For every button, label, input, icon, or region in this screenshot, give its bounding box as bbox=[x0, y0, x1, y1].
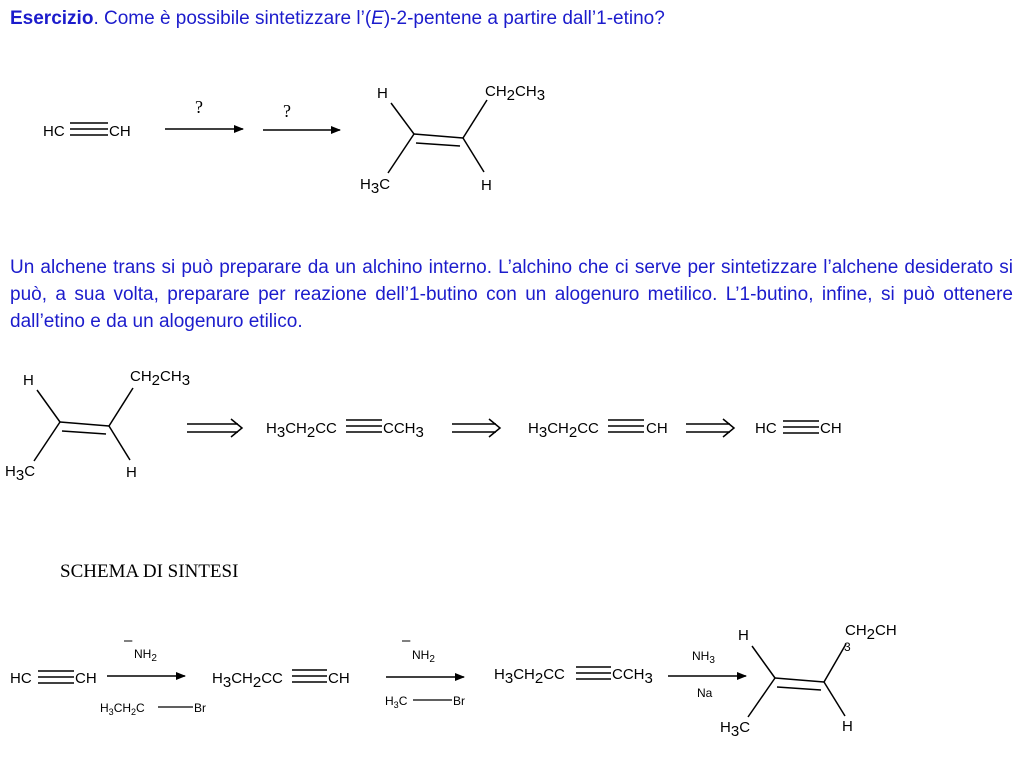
explanation-paragraph: Un alchene trans si può preparare da un alchino interno. L’alchino che ci serve per sintetizzare l’alchene desiderato si può, a sua volta, preparare per reazione dell’1-butino con un alogenuro metilico. L’1-butino, infine, si può ottenere dall’etino e da un alogenuro etilico. bbox=[10, 257, 1013, 332]
retro-butyne-right: CH bbox=[646, 420, 668, 437]
top-ethyne-ch: CH bbox=[109, 123, 131, 140]
step3-sodium: Na bbox=[697, 686, 713, 700]
scheme-butyne-left: H3CH2CC bbox=[212, 670, 283, 691]
scheme-step-2 bbox=[385, 632, 465, 710]
retro-2-pentyne bbox=[266, 420, 424, 441]
retro-pentene-h3c: H3C bbox=[5, 463, 36, 484]
step2-amide: $NH_2$ bbox=[412, 648, 435, 665]
top-pentene-h-bottom: H bbox=[481, 177, 492, 194]
scheme-butyne-right: CH bbox=[328, 670, 350, 687]
synthesis-scheme bbox=[10, 622, 897, 740]
top-pentene bbox=[360, 83, 545, 197]
top-pentene-ethyl: CH2CH3 bbox=[485, 83, 546, 104]
scheme-pentene-h3c: H3C bbox=[720, 719, 751, 740]
title-italic-e: E bbox=[371, 8, 384, 29]
scheme-title: SCHEMA DI SINTESI bbox=[60, 561, 239, 582]
retro-arrow-1 bbox=[187, 419, 242, 437]
exercise-label: Esercizio bbox=[10, 8, 94, 29]
top-question-2: ? bbox=[283, 101, 291, 121]
step3-ammonia: $NH_3$ bbox=[692, 649, 715, 666]
scheme-pentene-h-bottom: H bbox=[842, 718, 853, 735]
scheme-step-3 bbox=[668, 649, 746, 700]
retro-ethyne bbox=[755, 420, 842, 437]
scheme-pentene-ethyl-sub3: 3 bbox=[844, 640, 851, 654]
top-ethyne-hc: HC bbox=[43, 123, 65, 140]
title-part-2: )-2-pentene a partire dall’1-etino? bbox=[383, 8, 665, 29]
title-part-1: . Come è possibile sintetizzare l’( bbox=[93, 8, 372, 29]
top-ethyne-triple-bond bbox=[70, 123, 108, 135]
scheme-pentene-ethyl: CH2CH bbox=[845, 622, 897, 643]
scheme-step-1 bbox=[100, 632, 206, 717]
step1-ethyl-bromide: $H_3CH_2C$ bbox=[100, 701, 145, 717]
scheme-ethyne bbox=[10, 670, 97, 687]
step2-methyl: $H_3C$ bbox=[385, 694, 408, 710]
scheme-pentene bbox=[720, 622, 897, 740]
top-question-1: ? bbox=[195, 97, 203, 117]
retro-pentene bbox=[5, 368, 190, 484]
retro-ethyne-hc: HC bbox=[755, 420, 777, 437]
step1-amide: $NH_2$ bbox=[134, 647, 157, 664]
retro-ethyne-ch: CH bbox=[820, 420, 842, 437]
scheme-ethyne-ch: CH bbox=[75, 670, 97, 687]
top-pentene-h-top: H bbox=[377, 85, 388, 102]
top-pentene-h3c: H3C bbox=[360, 176, 391, 197]
step2-br: Br bbox=[453, 694, 465, 708]
retro-butyne-left: H3CH2CC bbox=[528, 420, 599, 441]
retro-arrow-2 bbox=[452, 419, 500, 437]
retro-pentene-ethyl: CH2CH3 bbox=[130, 368, 191, 389]
step1-minus: – bbox=[124, 632, 133, 649]
retro-pentyne-left: H3CH2CC bbox=[266, 420, 337, 441]
retro-arrow-3 bbox=[686, 419, 734, 437]
retro-pentyne-right: CCH3 bbox=[383, 420, 424, 441]
scheme-ethyne-hc: HC bbox=[10, 670, 32, 687]
retrosynthesis bbox=[5, 368, 842, 484]
scheme-pentene-h-top: H bbox=[738, 627, 749, 644]
step2-minus: – bbox=[402, 632, 411, 649]
scheme-1-butyne bbox=[212, 670, 350, 691]
retro-1-butyne bbox=[528, 420, 668, 441]
scheme-pentyne-right: CCH3 bbox=[612, 666, 653, 687]
scheme-2-pentyne bbox=[494, 666, 653, 687]
scheme-pentyne-left: H3CH2CC bbox=[494, 666, 565, 687]
retro-pentene-h-bottom: H bbox=[126, 464, 137, 481]
step1-br: Br bbox=[194, 701, 206, 715]
top-reaction bbox=[43, 83, 545, 197]
retro-pentene-h-top: H bbox=[23, 372, 34, 389]
